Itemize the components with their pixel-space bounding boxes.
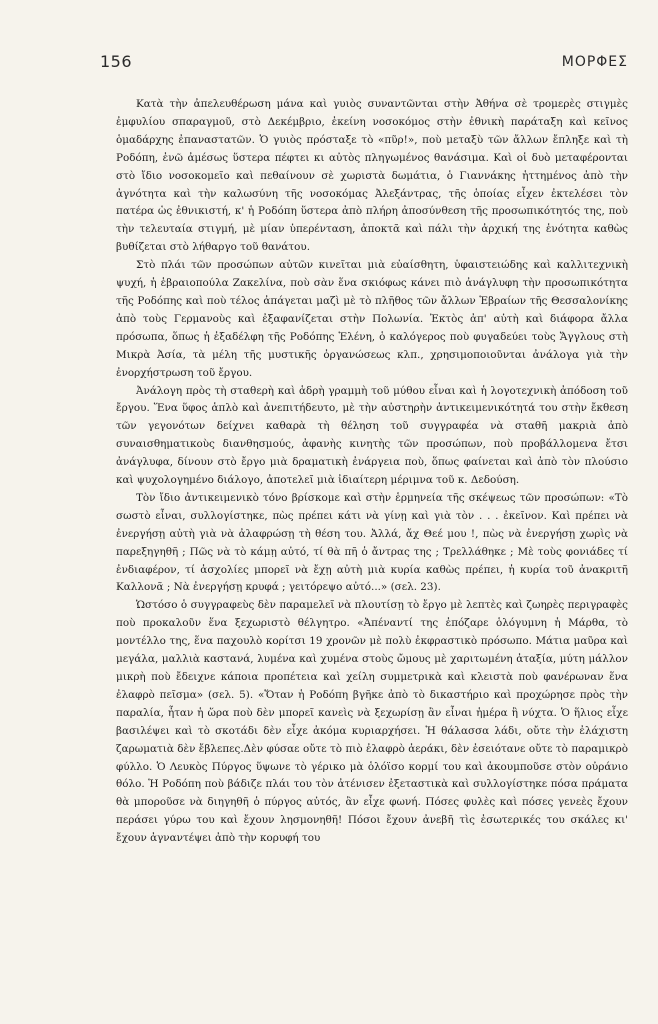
- body-text: [116, 96, 628, 848]
- paragraph: Στὸ πλάι τῶν προσώπων αὐτῶν κινεῖται μιὰ εὐαίσθητη, ὑφαιστειώδης καὶ καλλιτεχνικὴ ψυχή, ἡ ἑβραιοπούλα Ζακελίνα, ποὺ σὰν ἕνα σκιόφως κάνει πιὸ ἀνάγλυφη τὴν προσωπικότητα τῆς Ροδόπης καὶ ποὺ τέλος ἀπάγεται μαζὶ μὲ τὸ πλῆθος τῶν ἄλλων Ἑβραίων τῆς Θεσσαλονίκης ἀπὸ τοὺς Γερμανοὺς καὶ ἐξαφανίζεται στὴν Πολωνία. Ἐκτὸς ἀπ' αὐτὴ καὶ διάφορα ἄλλα πρόσωπα, ὅπως ἡ ἐξαδέλφη τῆς Ροδόπης Ἑλένη, ὁ καλόγερος ποὺ φυγαδεύει τοὺς Ἄγγλους στὴ Μικρὰ Ἀσία, τὰ μέλη τῆς μυστικῆς ὀργανώσεως κλπ., χρησιμοποιοῦνται ἀνάλογα γιὰ τὴν ἐνορχήστρωση τοῦ ἔργου.: [116, 259, 628, 379]
- page-header: [100, 52, 628, 78]
- page-number: 156: [100, 52, 133, 71]
- paragraph: Ὡστόσο ὁ συγγραφεὺς δὲν παραμελεῖ νὰ πλουτίσῃ τὸ ἔργο μὲ λεπτὲς καὶ ζωηρὲς περιγραφὲς ποὺ προκαλοῦν ἕνα ξεχωριστὸ θέλγητρο. «Ἀπέναντί της ἐπόζαρε ὁλόγυμνη ἡ Μάρθα, τὸ μοντέλλο της, ἕνα παχουλὸ κορίτσι 19 χρονῶν μὲ πολὺ ἐκφραστικὸ πρόσωπο. Μάτια μαῦρα καὶ μεγάλα, μαλλιὰ καστανά, λυμένα καὶ χυμένα στοὺς ὤμους μὲ χαριτωμένη ἀταξία, μύτη μάλλον μικρὴ ποὺ ἔδειχνε κάποια προπέτεια καὶ χείλη συμμετρικὰ καὶ κλειστὰ ποὺ φανέρωναν ἕνα ἐλαφρὸ πεῖσμα» (σελ. 5). «Ὅταν ἡ Ροδόπη βγῆκε ἀπὸ τὸ δικαστήριο καὶ προχώρησε πρὸς τὴν παραλία, ἦταν ἡ ὥρα ποὺ δὲν μπορεῖ κανεὶς νὰ ξεχωρίσῃ ἂν εἶναι ἡμέρα ἢ νύχτα. Ὁ ἥλιος εἶχε βασιλέψει καὶ τὸ σκοτάδι δὲν εἶχε ἀκόμα κυριαρχήσει. Ἡ θάλασσα λάδι, οὔτε τὴν ἐλάχιστη ζαρωματιὰ δὲν ἔβλεπες.Δὲν φύσαε οὔτε τὸ πιὸ ἐλαφρὸ ἀεράκι, δὲν ἐσειότανε οὔτε τὸ παραμικρὸ φύλλο. Ὁ Λευκὸς Πύργος ὕψωνε τὸ γέρικο μὰ ὁλόϊσο κορμί του καὶ ἀκουμποῦσε στὸν οὐράνιο θόλο. Ἡ Ροδόπη ποὺ βάδιζε πλάι του τὸν ἀτένισεν ἐξεταστικὰ καὶ συλλογίστηκε πόσα πράματα θὰ μποροῦσε νὰ διηγηθῆ ὁ πύργος αὐτός, ἂν εἶχε φωνή. Πόσες φυλὲς καὶ πόσες γενεὲς ἔχουν περάσει γύρω του καὶ ἔχουν λησμονηθῆ! Πόσοι ἔχουν ἀνεβῆ τὶς ἐσωτερικές του σκάλες κι' ἔχουν ἀγναντέψει ἀπὸ τὴν κορυφή του: [116, 599, 628, 845]
- paragraph: Κατὰ τὴν ἀπελευθέρωση μάνα καὶ γυιὸς συναντῶνται στὴν Ἀθήνα σὲ τρομερὲς στιγμὲς ἐμφυλίου σπαραγμοῦ, στὸ Δεκέμβριο, ἐκείνη νοσοκόμος στὴν ἐθνικὴ παράταξη καὶ κεῖνος ὁμαδάρχης ἐπαναστατῶν. Ὁ γυιὸς πρόσταξε τὸ «πῦρ!», ποὺ μεταξὺ τῶν ἄλλων ἔπληξε καὶ τὴ Ροδόπη, ἐνῶ ἀμέσως ὕστερα πέφτει κι αὐτὸς πληγωμένος θανάσιμα. Καὶ οἱ δυὸ μεταφέρονται στὸ ἴδιο νοσοκομεῖο καὶ πεθαίνουν σὲ χωριστὰ δωμάτια, ὁ Γιαννάκης ἡττημένος ἀπὸ τὴν ἀγνότητα καὶ τὴν καλωσύνη τῆς νοσοκόμας Ἀλεξάντρας, τῆς ὁποίας εἶχεν ἐκτελέσει τὸν πατέρα ὡς ἐθνικιστή, κ' ἡ Ροδόπη ὕστερα ἀπὸ πλήρη ἀποσύνθεση τῆς προσωπικότητός της, ποὺ τὴν τελευταία στιγμή, μὲ μίαν ὑπερένταση, ἀποκτᾶ καὶ πάλι τὴν ἀρχική της ἑνότητα καθὼς βυθίζεται στὸ λήθαργο τοῦ θανάτου.: [116, 98, 628, 254]
- running-head: ΜΟΡΦΕΣ: [561, 54, 628, 70]
- paragraph: Τὸν ἴδιο ἀντικειμενικὸ τόνο βρίσκομε καὶ στὴν ἑρμηνεία τῆς σκέψεως τῶν προσώπων: «Τὸ σωστὸ εἶναι, συλλογίστηκε, πὼς πρέπει κάτι νὰ γίνῃ καὶ γιὰ τὸν . . . ἐκεῖνον. Καὶ πρέπει νὰ ἐνεργήσῃ αὐτὴ γιὰ νὰ ἀλαφρώσῃ τὴ θέση του. Ἀλλά, ἄχ Θεέ μου !, πὼς νὰ ἐνεργήσῃ χωρὶς νὰ παρεξηγηθῆ ; Πῶς νὰ τὸ κάμῃ αὐτό, τί θὰ πῆ ὁ ἄντρας της ; Τρελλάθηκε ; Μὲ τοὺς φονιάδες τί ἐνδιαφέρον, τί ἀσχολίες μπορεῖ νὰ ἔχῃ αὐτὴ μιὰ κυρία καθὼς πρέπει, ἡ κυρία τοῦ ἀνακριτῆ Καλλονᾶ ; Νὰ ἐνεργήσῃ κρυφά ; γειτόρεψο αὐτό...» (σελ. 23).: [116, 491, 628, 594]
- paragraph: Ἀνάλογη πρὸς τὴ σταθερὴ καὶ ἁδρὴ γραμμὴ τοῦ μύθου εἶναι καὶ ἡ λογοτεχνικὴ ἀπόδοση τοῦ ἔργου. Ἕνα ὕφος ἁπλὸ καὶ ἀνεπιτήδευτο, μὲ τὴν αὐστηρὴν ἀντικειμενικότητά του στὴν ἔκθεση τῶν γεγονότων δείχνει καθαρὰ τὴ θέληση τοῦ συγγραφέα νὰ σταθῆ μακριὰ ἀπὸ συναισθηματικοὺς διανθησμούς, ἀφανὴς κινητὴς τῶν προσώπων, ποὺ προβάλλομενα ἔτσι ἀνάγλυφα, δίνουν στὸ ἔργο μιὰ δραματικὴ ἐνάργεια ποὺ, ὅπως φαίνεται καὶ ἀπὸ τὸν πλούσιο καὶ ψυχολογημένο διάλογο, ἀποτελεῖ μιὰ ἰδιαίτερη μέριμνα τοῦ κ. Δεδούση.: [116, 384, 628, 487]
